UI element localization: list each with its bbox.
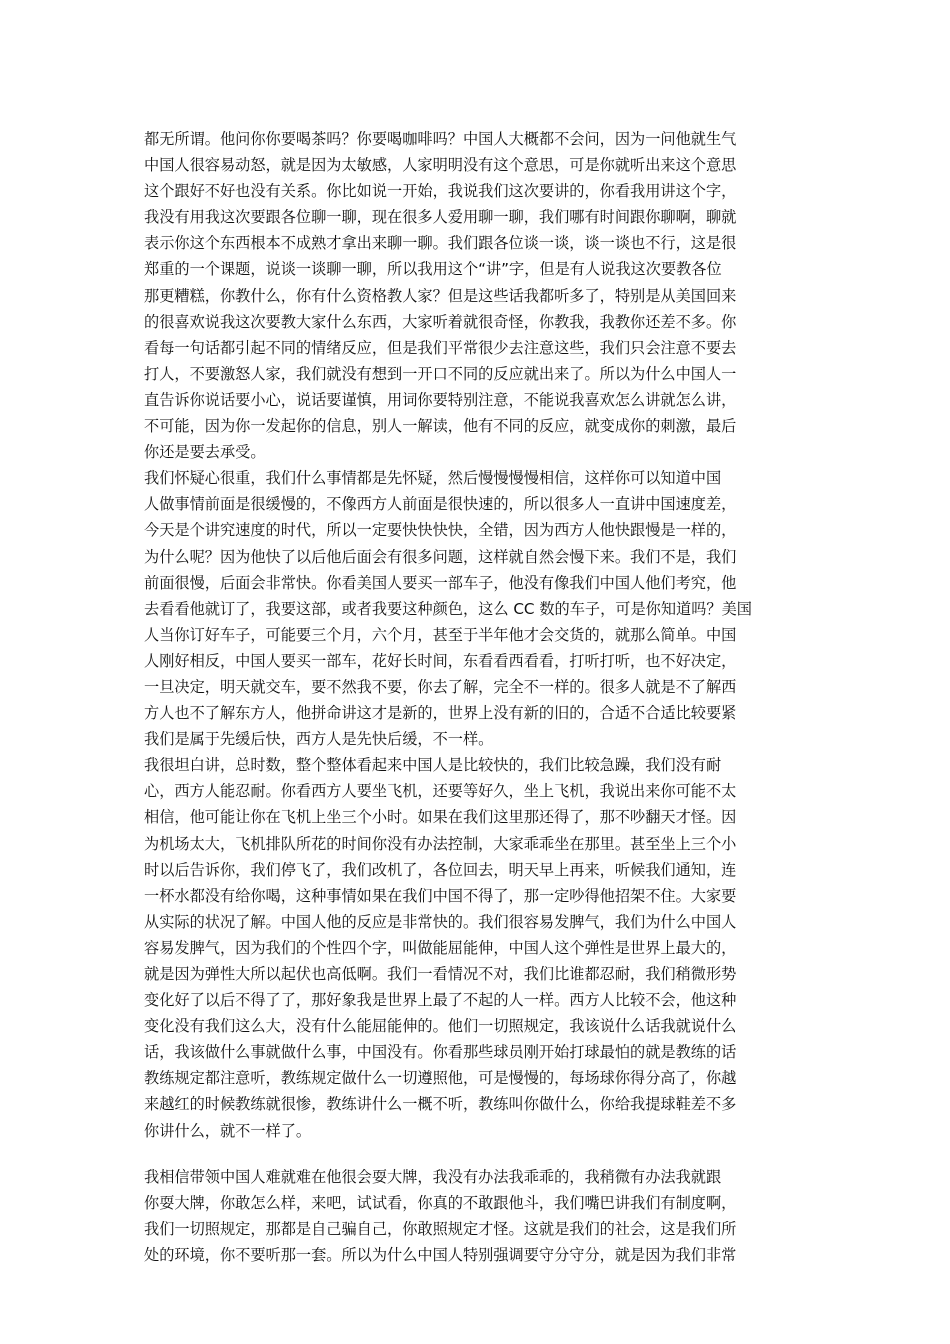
text-line: 我没有用我这次要跟各位聊一聊，现在很多人爱用聊一聊，我们哪有时间跟你聊啊，聊就 <box>144 208 737 227</box>
text-line: 你讲什么，就不一样了。 <box>144 1121 312 1140</box>
text-line: 中国人很容易动怒，就是因为太敏感，人家明明没有这个意思，可是你就听出来这个意思 <box>144 156 737 175</box>
document-page <box>144 126 806 1268</box>
text-line: 看每一句话都引起不同的情绪反应，但是我们平常很少去注意这些，我们只会注意不要去 <box>144 338 737 357</box>
paragraph <box>144 126 806 465</box>
text-line: 郑重的一个课题，说谈一谈聊一聊，所以我用这个“讲”字，但是有人说我这次要教各位 <box>144 260 722 279</box>
paragraph <box>144 465 806 752</box>
text-line: 前面很慢，后面会非常快。你看美国人要买一部车子，他没有像我们中国人他们考究，他 <box>144 573 737 592</box>
text-line: 人做事情前面是很缓慢的，不像西方人前面是很快速的，所以很多人一直讲中国速度差， <box>144 495 737 514</box>
text-line: 从实际的状况了解。中国人他的反应是非常快的。我们很容易发脾气，我们为什么中国人 <box>144 912 737 931</box>
text-line: 话，我该做什么事就做什么事，中国没有。你看那些球员刚开始打球最怕的就是教练的话 <box>144 1043 737 1062</box>
paragraph-gap <box>144 1144 806 1164</box>
text-line: 你还是要去承受。 <box>144 443 266 462</box>
paragraph <box>144 752 806 1143</box>
text-line: 一旦决定，明天就交车，要不然我不要，你去了解，完全不一样的。很多人就是不了解西 <box>144 677 737 696</box>
text-line: 变化没有我们这么大，没有什么能屈能伸的。他们一切照规定，我该说什么话我就说什么 <box>144 1017 737 1036</box>
text-line: 心，西方人能忍耐。你看西方人要坐飞机，还要等好久，坐上飞机，我说出来你可能不太 <box>144 782 737 801</box>
text-line: 这个跟好不好也没有关系。你比如说一开始，我说我们这次要讲的，你看我用讲这个字， <box>144 182 737 201</box>
text-line: 来越红的时候教练就很惨，教练讲什么一概不听，教练叫你做什么，你给我提球鞋差不多 <box>144 1095 737 1114</box>
text-line: 就是因为弹性大所以起伏也高低啊。我们一看情况不对，我们比谁都忍耐，我们稍微形势 <box>144 965 737 983</box>
text-line: 变化好了以后不得了了，那好象我是世界上最了不起的人一样。西方人比较不会，他这种 <box>144 991 737 1010</box>
text-line: 时以后告诉你，我们停飞了，我们改机了，各位回去，明天早上再来，听候我们通知，连 <box>144 860 737 879</box>
text-line: 我们是属于先缓后快，西方人是先快后缓，不一样。 <box>144 730 494 749</box>
text-line: 方人也不了解东方人，他拼命讲这才是新的，世界上没有新的旧的，合适不合适比较要紧 <box>144 704 737 723</box>
text-line: 打人，不要激怒人家，我们就没有想到一开口不同的反应就出来了。所以为什么中国人一 <box>144 364 737 383</box>
text-line: 我们怀疑心很重，我们什么事情都是先怀疑，然后慢慢慢慢相信，这样你可以知道中国 <box>144 469 722 488</box>
text-line: 我们一切照规定，那都是自己骗自己，你敢照规定才怪。这就是我们的社会，这是我们所 <box>144 1219 737 1238</box>
text-line: 处的环境，你不要听那一套。所以为什么中国人特别强调要守分守分，就是因为我们非常 <box>144 1245 737 1264</box>
text-line: 我相信带领中国人难就难在他很会耍大牌，我没有办法我乖乖的，我稍微有办法我就跟 <box>144 1167 722 1186</box>
text-line: 那更糟糕，你教什么，你有什么资格教人家？但是这些话我都听多了，特别是从美国回来 <box>144 286 737 305</box>
text-line: 你耍大牌，你敢怎么样，来吧，试试看，你真的不敢跟他斗，我们嘴巴讲我们有制度啊， <box>144 1193 737 1212</box>
text-line: 相信，他可能让你在飞机上坐三个小时。如果在我们这里那还得了，那不吵翻天才怪。因 <box>144 808 737 827</box>
text-line: 去看看他就订了，我要这部，或者我要这种颜色，这么 CC 数的车子，可是你知道吗？美国 <box>144 599 752 618</box>
text-line: 一杯水都没有给你喝，这种事情如果在我们中国不得了，那一定吵得他招架不住。大家要 <box>144 886 737 905</box>
text-line: 人刚好相反，中国人要买一部车，花好长时间，东看看西看看，打听打听，也不好决定， <box>144 651 737 670</box>
text-line: 教练规定都注意听，教练规定做什么一切遵照他，可是慢慢的，每场球你得分高了，你越 <box>144 1069 737 1088</box>
text-line: 表示你这个东西根本不成熟才拿出来聊一聊。我们跟各位谈一谈，谈一谈也不行，这是很 <box>144 234 737 253</box>
text-line: 今天是个讲究速度的时代，所以一定要快快快快，全错，因为西方人他快跟慢是一样的， <box>144 521 737 540</box>
paragraph <box>144 1164 806 1268</box>
text-line: 为什么呢？因为他快了以后他后面会有很多问题，这样就自然会慢下来。我们不是，我们 <box>144 547 737 566</box>
text-line: 的很喜欢说我这次要教大家什么东西，大家听着就很奇怪，你教我，我教你还差不多。你 <box>144 312 737 331</box>
text-line: 都无所谓。他问你你要喝茶吗？你要喝咖啡吗？中国人大概都不会问，因为一问他就生气 <box>144 130 737 148</box>
text-line: 不可能，因为你一发起你的信息，别人一解读，他有不同的反应，就变成你的刺激，最后 <box>144 417 737 436</box>
text-line: 人当你订好车子，可能要三个月，六个月，甚至于半年他才会交货的，就那么简单。中国 <box>144 625 737 644</box>
text-line: 直告诉你说话要小心，说话要谨慎，用词你要特别注意，不能说我喜欢怎么讲就怎么讲， <box>144 390 737 409</box>
text-line: 我很坦白讲，总时数，整个整体看起来中国人是比较快的，我们比较急躁，我们没有耐 <box>144 756 722 775</box>
text-line: 为机场太大，飞机排队所花的时间你没有办法控制，大家乖乖坐在那里。甚至坐上三个小 <box>144 834 737 853</box>
text-line: 容易发脾气，因为我们的个性四个字，叫做能屈能伸，中国人这个弹性是世界上最大的， <box>144 938 737 957</box>
